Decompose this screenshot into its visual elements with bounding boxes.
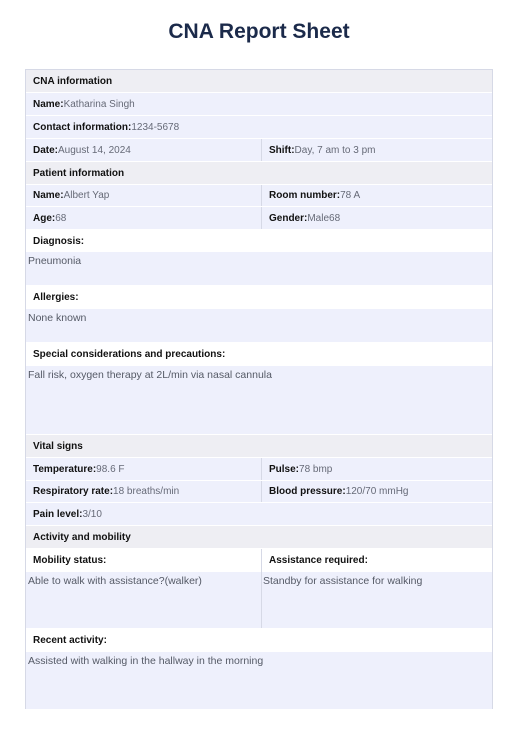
pulse-label: Pulse: [269,463,300,475]
report-form [25,69,493,709]
recent-activity-field[interactable] [26,652,492,709]
vitals-section-header [26,435,492,458]
special-considerations-value[interactable]: Fall risk, oxygen therapy at 2L/min via nasal cannula [28,369,272,381]
cna-section-header [26,70,492,93]
cna-name-value[interactable]: Katharina Singh [63,98,135,110]
pain-level-value[interactable]: 3/10 [82,508,102,520]
patient-section-header [26,162,492,185]
pain-row[interactable] [26,503,492,526]
cna-section-title: CNA information [33,75,113,87]
cna-contact-label: Contact information: [33,121,132,133]
cna-date-shift-row [26,139,492,162]
diagnosis-label: Diagnosis: [33,235,85,247]
blood-pressure-label: Blood pressure: [269,486,346,497]
temperature-value[interactable]: 98.6 F [96,463,125,475]
cna-contact-row[interactable] [26,116,492,139]
cna-name-row[interactable] [26,93,492,116]
diagnosis-label-row [26,230,492,252]
pulse-value[interactable]: 78 bmp [299,463,333,475]
resp-bp-row [26,481,492,503]
temperature-label: Temperature: [33,463,97,475]
age-cell[interactable] [26,207,261,229]
blood-pressure-value[interactable]: 120/70 mmHg [345,486,409,497]
room-value[interactable]: 78 A [340,190,361,201]
patient-name-cell[interactable] [26,185,261,206]
activity-section-title: Activity and mobility [33,531,131,543]
activity-section-header [26,526,492,549]
recent-activity-label-row [26,629,492,652]
patient-name-label: Name: [33,190,64,201]
respiratory-rate-label: Respiratory rate: [33,486,114,497]
mobility-status-value[interactable]: Able to walk with assistance?(walker) [28,575,202,587]
date-value[interactable]: August 14, 2024 [58,144,131,156]
allergies-label-row [26,286,492,309]
shift-cell[interactable] [261,139,494,161]
column-divider [261,572,262,628]
cna-contact-value[interactable]: 1234-5678 [131,121,180,133]
shift-label: Shift: [269,144,295,156]
recent-activity-value[interactable]: Assisted with walking in the hallway in the morning [28,655,264,667]
mobility-fields-row [26,572,492,629]
allergies-field[interactable] [26,309,492,343]
special-label-row [26,343,492,366]
pulse-cell[interactable] [261,458,494,480]
mobility-status-label: Mobility status: [33,555,107,566]
assistance-required-value[interactable]: Standby for assistance for walking [263,575,423,587]
vitals-section-title: Vital signs [33,440,83,452]
special-considerations-label: Special considerations and precautions: [33,349,226,360]
gender-label: Gender: [269,212,308,224]
diagnosis-field[interactable] [26,252,492,286]
special-considerations-field[interactable] [26,366,492,435]
gender-value[interactable]: Male68 [307,212,341,224]
allergies-label: Allergies: [33,292,79,303]
allergies-value[interactable]: None known [28,312,87,324]
page-title: CNA Report Sheet [168,20,350,43]
assistance-required-label: Assistance required: [269,555,368,566]
diagnosis-value[interactable]: Pneumonia [28,255,82,267]
mobility-label-row [26,549,492,572]
room-label: Room number: [269,190,341,201]
pain-level-label: Pain level: [33,508,83,520]
shift-value[interactable]: Day, 7 am to 3 pm [294,144,376,156]
patient-name-room-row [26,185,492,207]
patient-section-title: Patient information [33,167,125,179]
age-label: Age: [33,212,56,224]
age-value[interactable]: 68 [55,212,67,224]
room-cell[interactable] [261,185,494,206]
gender-cell[interactable] [261,207,494,229]
date-label: Date: [33,144,59,156]
patient-name-value[interactable]: Albert Yap [63,190,110,201]
respiratory-rate-cell[interactable] [26,481,261,502]
temperature-cell[interactable] [26,458,261,480]
temp-pulse-row [26,458,492,481]
respiratory-rate-value[interactable]: 18 breaths/min [113,486,180,497]
date-cell[interactable] [26,139,261,161]
blood-pressure-cell[interactable] [261,481,494,502]
cna-name-label: Name: [33,98,64,110]
patient-age-gender-row [26,207,492,230]
recent-activity-label: Recent activity: [33,635,107,646]
